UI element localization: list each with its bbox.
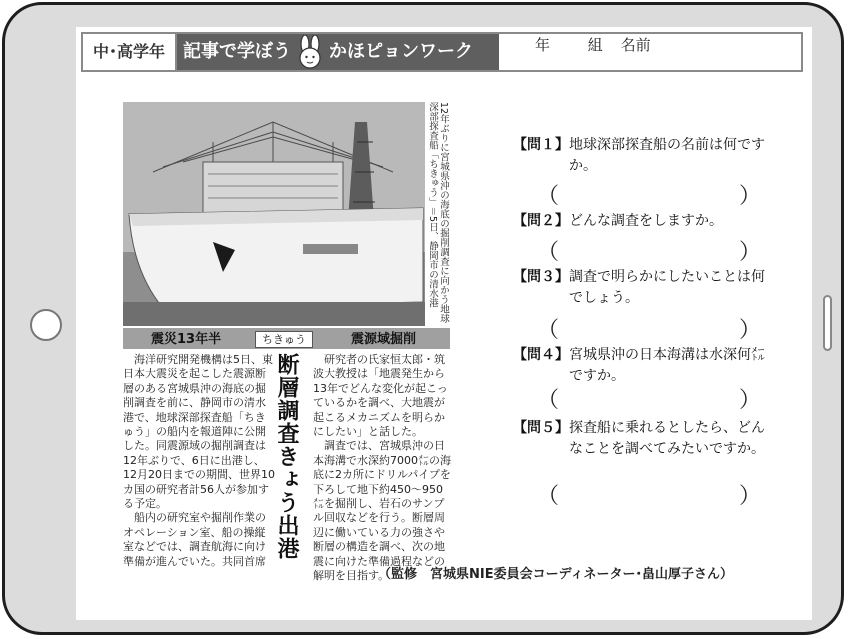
question-1 bbox=[513, 135, 769, 177]
photo-caption: 12年ぶりに宮城県沖の海底の掘削調査に向かう地球深部探査船「ちきゅう」＝5日、静岡市の清水港 bbox=[427, 102, 449, 324]
worksheet-page bbox=[76, 27, 812, 620]
question-number: 【問４】 bbox=[513, 347, 569, 363]
question-text: どんな調査をしますか。 bbox=[569, 213, 723, 229]
paren-open: （ bbox=[537, 388, 560, 413]
answer-box-3[interactable] bbox=[537, 313, 761, 343]
year-field[interactable]: 年 bbox=[535, 36, 551, 54]
paren-open: （ bbox=[537, 318, 560, 343]
class-field[interactable]: 組 bbox=[587, 36, 603, 54]
name-field[interactable]: 名前 bbox=[620, 36, 651, 54]
article-paragraph: 研究者の氏家恒太郎・筑波大教授は「地震発生から13年でどんな変化が起こっているかを調べ、大地震が起こるメカニズムを明らかにしたい」と話した。 bbox=[313, 353, 448, 439]
question-3 bbox=[513, 267, 769, 309]
question-4 bbox=[513, 345, 769, 387]
question-text: 調査で明らかにしたいことは何でしょう。 bbox=[569, 269, 765, 306]
article-band bbox=[123, 328, 450, 349]
question-2 bbox=[513, 211, 769, 232]
question-text: 宮城県沖の日本海溝は水深何㍍ですか。 bbox=[569, 347, 765, 384]
tablet-frame bbox=[2, 2, 844, 635]
paren-open: （ bbox=[537, 240, 560, 265]
worksheet-header bbox=[81, 32, 803, 72]
bunny-mascot-icon bbox=[293, 35, 327, 69]
article-column-1 bbox=[123, 353, 275, 569]
title-right: かほピョンワーク bbox=[329, 41, 473, 62]
band-right: 震源域掘削 bbox=[351, 332, 417, 347]
question-number: 【問３】 bbox=[513, 269, 569, 285]
answer-box-1[interactable] bbox=[537, 179, 761, 209]
paren-close: ） bbox=[738, 318, 761, 343]
question-text: 探査船に乗れるとしたら、どんなことを調べてみたいですか。 bbox=[569, 420, 765, 457]
paren-close: ） bbox=[738, 184, 761, 209]
answer-box-2[interactable] bbox=[537, 235, 761, 265]
question-text: 地球深部探査船の名前は何ですか。 bbox=[569, 137, 765, 174]
question-5 bbox=[513, 418, 769, 460]
answer-box-4[interactable] bbox=[537, 383, 761, 413]
article-paragraph: 調査では、宮城県沖の日本海溝で水深約7000㍍の海底に2カ所にドリルパイプを下ろして地下約450～950㍍を掘削し、岩石のサンプル回収などを行う。断層周辺に働いている力の強さや断層の構造を調べ、次の地震に向けた準備過程などの解明を目指す。 bbox=[313, 439, 451, 583]
side-button[interactable] bbox=[823, 295, 832, 351]
name-fields bbox=[535, 34, 651, 70]
paren-close: ） bbox=[738, 240, 761, 265]
home-button[interactable] bbox=[30, 309, 62, 341]
article-paragraph: 船内の研究室や掘削作業のオペレーション室、船の操縦室などでは、調査航海に向け準備が進んでいた。共同首席 bbox=[123, 511, 266, 568]
worksheet-title bbox=[177, 34, 499, 70]
ship-photo bbox=[123, 102, 425, 326]
supervisor-credit: （監修 宮城県NIE委員会コーディネーター･畠山厚子さん） bbox=[378, 567, 734, 582]
article-headline: 断層調査きょう出港 bbox=[274, 353, 300, 560]
band-tag: ちきゅう bbox=[255, 331, 313, 348]
grade-label: 中･高学年 bbox=[83, 34, 177, 70]
paren-close: ） bbox=[738, 484, 761, 509]
article-paragraph: 海洋研究開発機構は5日、東日本大震災を起こした震源断層のある宮城県沖の海底の掘削調査を前に、静岡市の清水港で、地球深部探査船「ちきゅう」の船内を報道陣に公開した。同震源域の掘削調査は12年ぶりで、6日に出港し、12月20日までの期間、世界10カ国の研究者計56人が参加する予定。 bbox=[123, 353, 275, 511]
question-number: 【問５】 bbox=[513, 420, 569, 436]
answer-box-5[interactable] bbox=[537, 479, 761, 509]
question-number: 【問２】 bbox=[513, 213, 569, 229]
band-left: 震災13年半 bbox=[151, 332, 222, 347]
paren-open: （ bbox=[537, 484, 560, 509]
paren-close: ） bbox=[738, 388, 761, 413]
question-number: 【問１】 bbox=[513, 137, 569, 153]
paren-open: （ bbox=[537, 184, 560, 209]
drilling-ship-image bbox=[123, 102, 425, 326]
article-column-2 bbox=[313, 353, 451, 584]
title-left: 記事で学ぼう bbox=[183, 41, 291, 62]
